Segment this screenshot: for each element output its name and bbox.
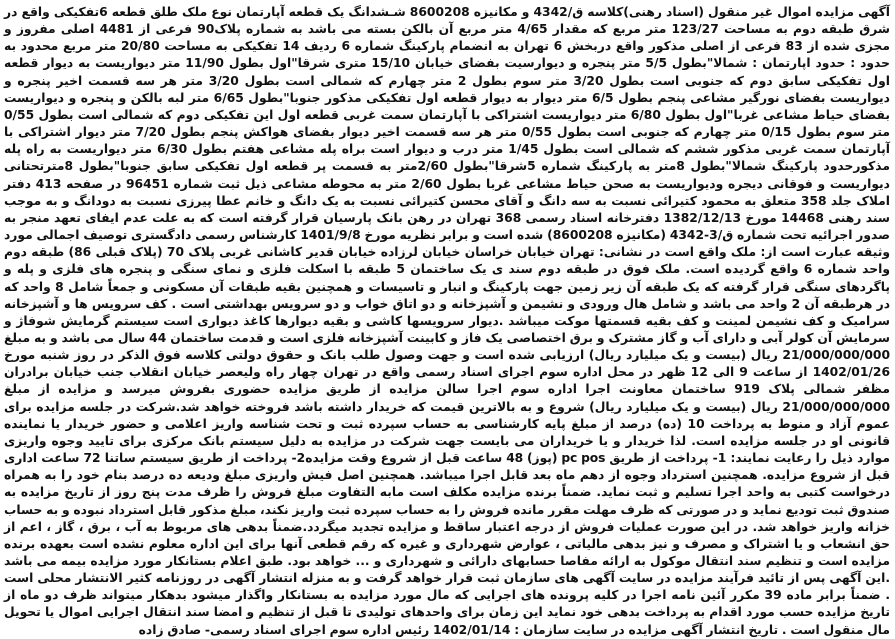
auction-notice-text: آگهی مزایده اموال غیر منقول (اسناد رهنی)کلاسه ق/4342 و مکانیزه 8600208 شـشدانگ یک قطعه آپارتمان نوع ملک طلق قطعه 6تفکیکی واقع در شرق طبقه دوم به مساحت 123/27 متر مربع که مقدار 4/65 متر مربع آن بالکن بسته می باشد به شماره پلاک90 فرعی از 4481 اصلی مفروز و مجزی شده از 83 فرعی از اصلی مذکور واقع دربخش 6 تهران به انضمام پارکینگ شماره 6 ردیف 14 تفکیکی به مساحت 20/80 متر مربع محدود به حدود : حدود اپارتمان : شمالا"بطول 5/5 متر پنجره و دیوارسیت بفضای خیابان 15/10 متری شرقا"اول بطول 11/90 متر دیواریست به دیوار قطعه اول تفکیکی سابق دوم که جنوبی است بطول 3/20 متر سوم بطول 2 متر چهارم که شمالی است بطول 3/20 متر هر سه قسمت اخیر پنجره و دیواریست بفضای نورگیر مشاعی پنجم بطول 6/5 متر دیوار به دیوار قطعه اول تفکیکی مذکور جنوبا"بطول 6/65 متر لبه بالکن و پنجره و دیواریست بفضای حیاط مشاعی غربا"اول بطول 6/80 متر دیواریست اشتراکی با آپارتمان سمت غربی قطعه اول این تفکیکی دوم که شمالی است بطول 0/55 متر سوم بطول 0/15 متر چهارم که جنوبی است بطول 0/55 متر هر سه قسمت اخیر دیوار بفضای هواکش پنجم بطول 7/20 متر دیوار اشتراکی با آپارتمان سمت غربی مذکور ششم که شمالی است بطول 1/45 متر درب و دیوار است براه پله مشاعی هفتم بطول 6/30 متر دیواریست به راه پله مذکورحدود پارکینگ شمالا"بطول 8متر به پارکینگ شماره 5شرقا"بطول 2/60متر به قسمت پر قطعه اول تفکیکی سابق جنوبا"بطول 8مترتحتانی دیواریست و فوقانی دیجره ودیواریست به صحن حیاط مشاعی غربا بطول 2/60 متر به محوطه مشاعی ذیل ثبت شماره 96451 در صفحه 413 دفتر املاک جلد 358 متعلق به محمود کتیرائی نسبت به سه دانگ و آقای محسن کتیرائی نسبت به یک دانگ و خانم عطا پیرزی نسبت به دودانگ و به موجب سند رهنی 14468 مورخ 1382/12/13 دفترخانه اسناد رسمی 368 تهران در رهن بانک پارسیان قرار گرفته است که به علت عدم ایفای تعهد منجر به صدور اجرائیه تحت شماره ق/3-4342 (مکانیزه 8600208) شده است و برابر نظریه مورخ 1401/9/8 کارشناس رسمی دادگستری توصیف اجمالی مورد وثیقه عبارت است از: ملک واقع است در نشانی: تهران خیابان خراسان خیابان لرزاده خیابان قدیر کاشانی غربی پلاک 70 (پلاک قبلی 86) طبقه دوم واحد شماره 6 واقع گردیده است. ملک فوق در طبقه دوم سند ی یک ساختمان 5 طبقه با اسکلت فلزی و نمای سنگی و پنجره های فلزی و پله و پاگردهای سنگی قرار گرفته که یک طبقه آن زیر زمین جهت پارکینگ و انبار و تاسیسات و همچنین بقیه طبقات آن مسکونی و جمعاً شامل 8 واحد که در هرطبقه آن 2 واحد می باشد و شامل هال ورودی و نشیمن و آشپزخانه و دو اتاق خواب و دو سرویس بهداشتی است . کف سرویس ها و آشپزخانه سرامیک و کف نشیمن لمینت و کف بقیه قسمتها موکت میباشد .دیوار سرویسها کاشی و بقیه دیوارها کاغذ دیواری است سیستم گرمایش شوفاژ و سرمایش آن کولر آبی و دارای آب و گاز مشترک و برق اختصاصی یک فاز و کابینت آشپزخانه فلزی است و قدمت ساختمان 44 سال می باشد و به مبلغ 21/000/000/000 ریال (بیست و یک میلیارد ریال) ارزیابی شده است و جهت وصول طلب بانک و حقوق دولتی کلاسه فوق الذکر در روز شنبه مورخ 1402/01/26 از ساعت 9 الی 12 ظهر در محل اداره سوم اجرای اسناد رسمی واقع در تهران چهار راه ولیعصر خیابان انقلاب جنب خیابان برادران مظفر شمالی پلاک 919 ساختمان معاونت اجرا اداره سوم اجرا سالن مزایده از طریق مزایده حضوری بفروش میرسد و مزایده از مبلغ 21/000/000/000 ریال (بیست و یک میلیارد ریال) شروع و به بالاترین قیمت که خریدار داشته باشد فروخته خواهد شد.شرکت در جلسه مزایده برای عموم آزاد و منوط به پرداخت 10 (ده) درصد از مبلغ پایه کارشناسی به حساب سپرده ثبت و تحت شناسه واریز اعلامی و حضور خریدار یا نماینده قانونی او در جلسه مزایده است. لذا خریدار و یا خریداران می بایست جهت شرکت در مزایده به دلیل سیستم بانک مرکزی برای تایید وجوه واریزی موارد ذیل را رعایت نمایند: 1- پرداخت از طریق pc pos (پوز) 48 ساعت قبل از شروع وقت مزایده2- پرداخت از طریق سیستم ساتنا 72 ساعت اداری قبل از شروع مزایده. همچنین استرداد وجوه از دهم ماه بعد قابل اجرا میباشد. همچنین اصل فیش واریزی مبلغ ودیعه ده درصد بنام خود را به همراه درخواست کتبی به واحد اجرا تسلیم و ثبت نماید. ضمناً برنده مزایده مکلف است مابه التفاوت مبلغ فروش را ظرف مدت پنج روز از تاریخ مزایده به صندوق ثبت تودیع نماید و در صورتی که ظرف مهلت مقرر مانده فروش را به حساب سپرده ثبت واریز نکند، مبلغ مذکور قابل استرداد نبوده و به حساب خزانه واریز خواهد شد. در این صورت عملیات فروش از درجه اعتبار ساقط و مزایده تجدید میگردد.ضمناً بدهی های مربوط به آب ، برق ، گاز ، اعم از حق انشعاب و یا اشتراک و مصرف و نیز بدهی مالیاتی ، عوارض شهرداری و غیره که رقم قطعی آنها برای این اداره معلوم نشده است بعهده برنده مزایده است و تنظیم سند انتقال موکول به ارائه مفاصا حسابهای دارائی و شهرداری و ... خواهد بود. طبق اعلام بستانکار مورد مزایده بیمه می باشد .این آگهی پس از تائید فرآیند مزایده در سایت آگهی های سازمان ثبت قرار خواهد گرفت و به منزله انتشار آگهی در روزنامه کثیر الانتشار محلی است . ضمناً برابر ماده 39 مکرر آئین نامه اجرا در کلیه پرونده های اجرایی که مال مورد مزایده به بستانکار واگذار میشود بدهکار میتواند ظرف دو ماه از تاریخ مزایده حسب مورد اقدام به پرداخت بدهی خود نماید این زمان برای واحدهای تولیدی تا قبل از تنظیم و امضا سند انتقال اجرایی اموال یا تحویل مال منقول است . تاریخ انتشار آگهی مزایده در سایت سازمان : 1402/01/14 رئیس اداره سوم اجرای اسناد رسمی- صادق زاده xyxy=(4,5,891,637)
auction-notice-document xyxy=(4,4,891,637)
